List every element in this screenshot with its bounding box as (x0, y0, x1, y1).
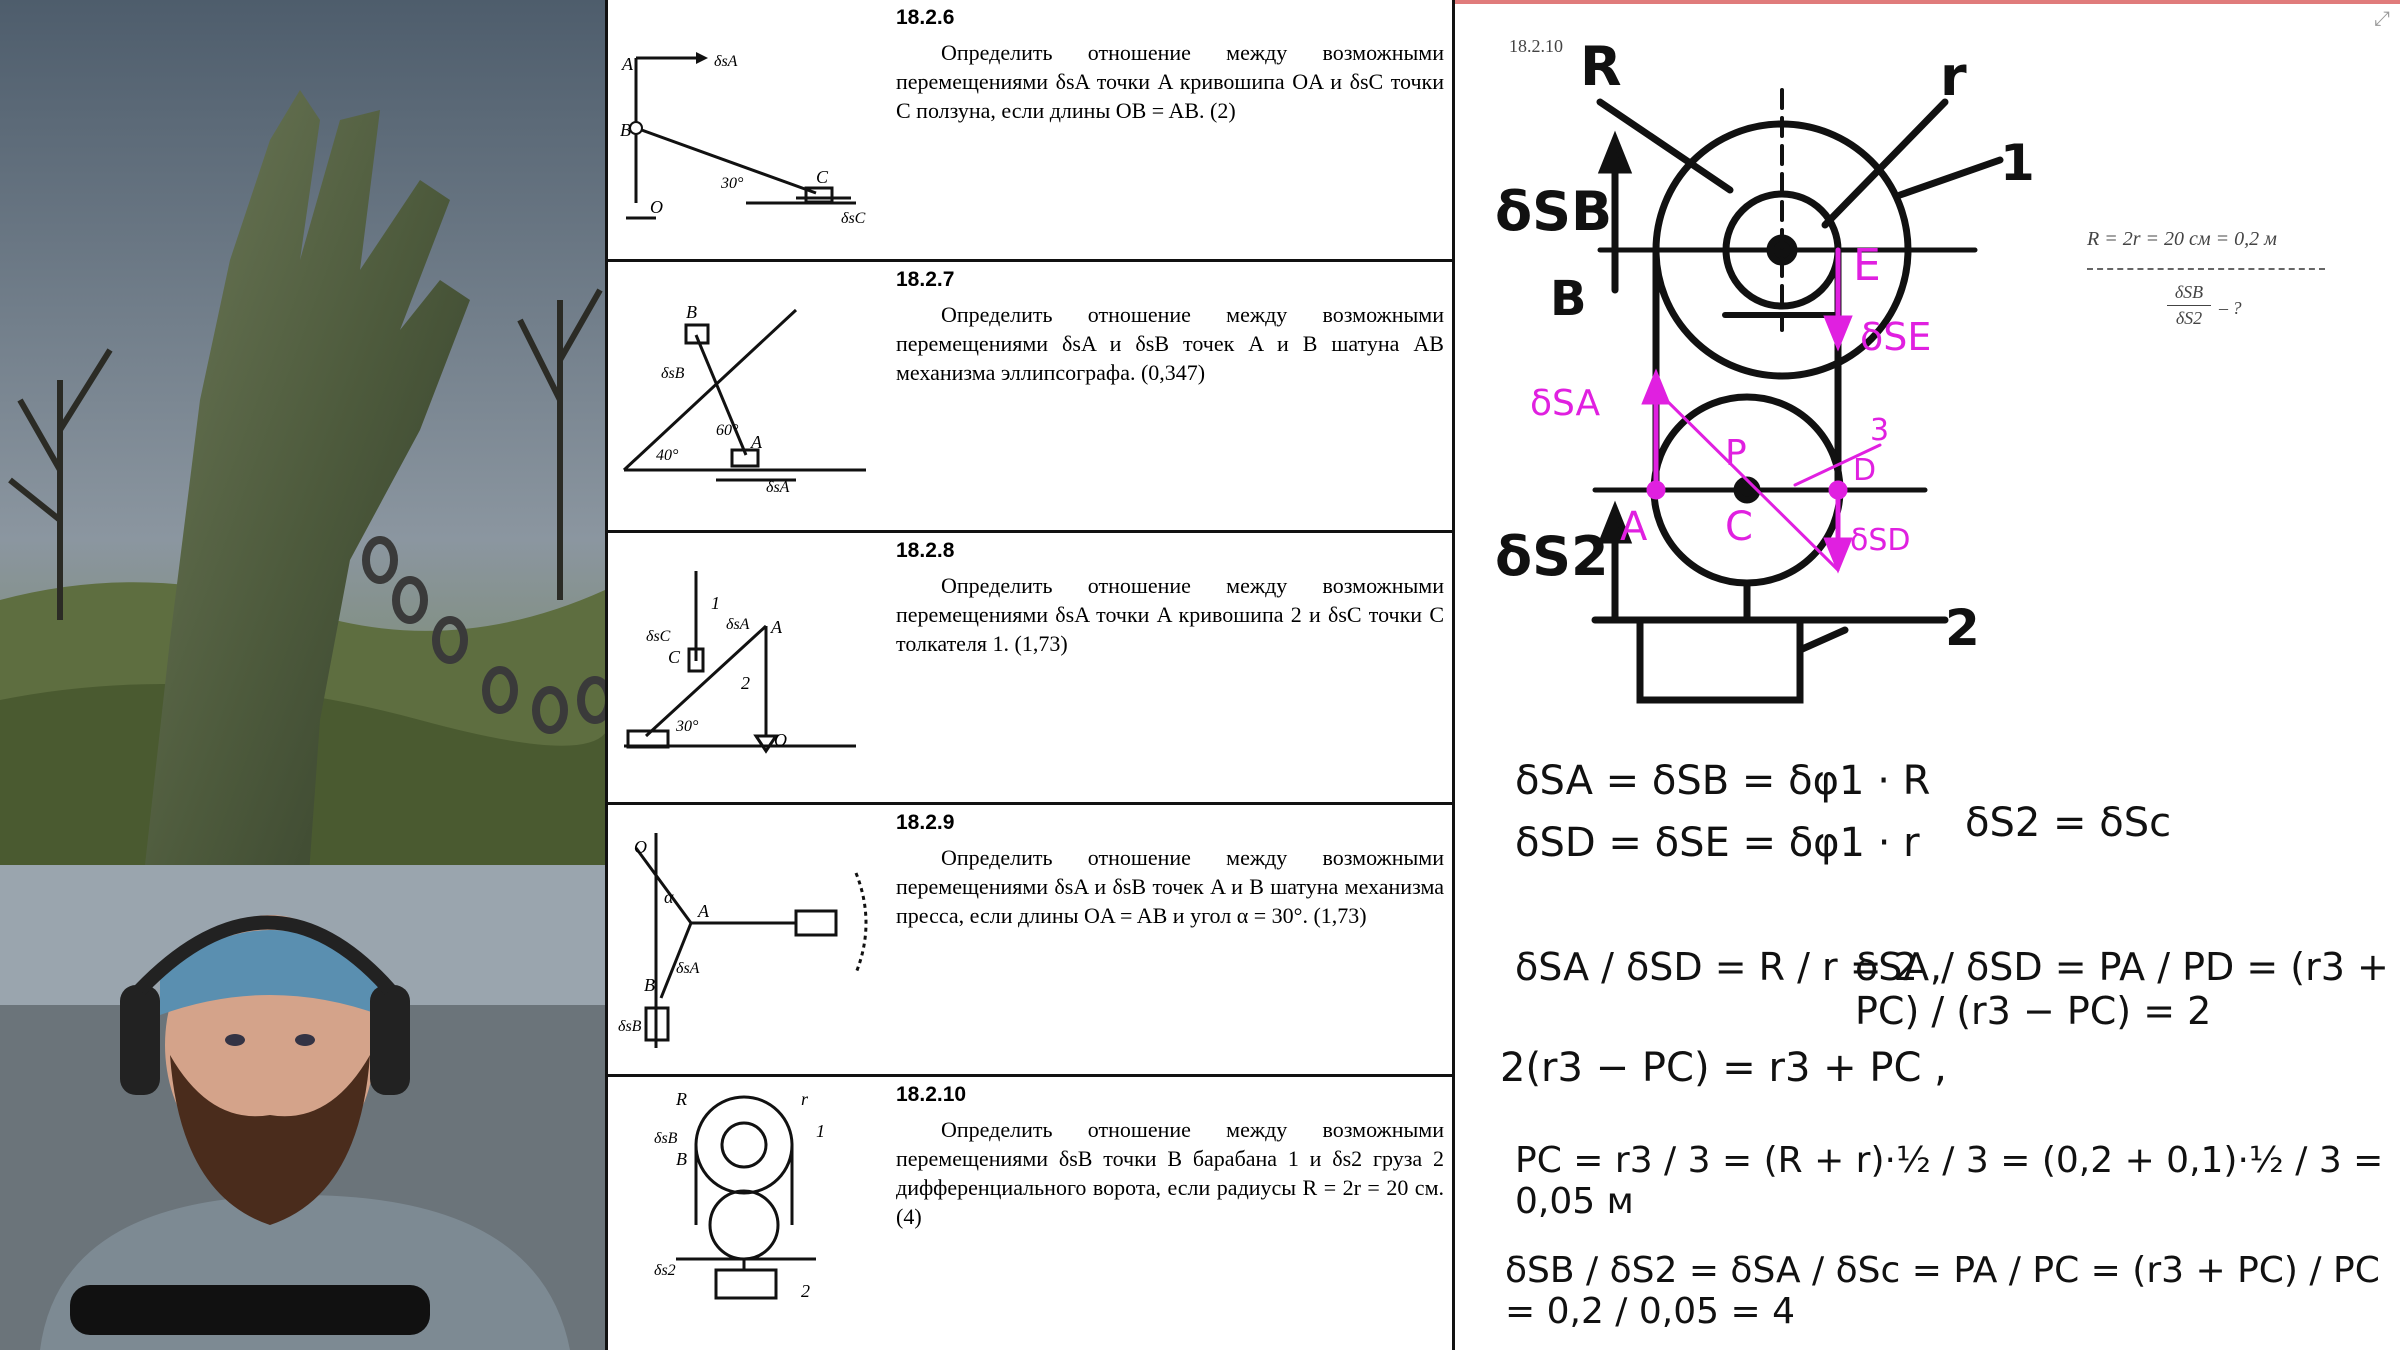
expand-icon[interactable]: ⤢ (2374, 8, 2390, 30)
label-one: 1 (711, 593, 720, 613)
label-b: B (676, 1149, 687, 1169)
board-diagram (1495, 30, 2055, 740)
background-artwork (0, 0, 605, 1350)
label-b: B (620, 120, 631, 140)
problem-18-2-10 (608, 1077, 1452, 1350)
presenter-portrait (0, 865, 605, 1350)
webcam-overlay (0, 865, 605, 1350)
label-b: B (686, 302, 697, 322)
label-ds-c: δsC (841, 210, 866, 227)
equation-4-right: δSA / δSD = PA / PD = (r3 + PC) / (r3 − PC) = 2 (1855, 945, 2389, 1033)
label-c: C (816, 167, 829, 187)
label-a: A (622, 54, 633, 74)
problem-text: Определить отношение между возможными перемещениями δsA точки A кривошипа OA и δsC точки C ползуна, если длины OB = AB. (2) (896, 40, 1444, 123)
equation-6: PC = r3 / 3 = (R + r)·½ / 3 = (0,2 + 0,1)·½ / 3 = 0,05 м (1515, 1140, 2384, 1222)
diagram-18-2-6 (616, 8, 886, 248)
label-b: B (644, 975, 655, 995)
label-r-big: R (676, 1089, 687, 1109)
label-ds-b: δsB (654, 1130, 678, 1147)
problem-18-2-9 (608, 805, 1452, 1077)
problem-text: Определить отношение между возможными перемещениями δsA точки A кривошипа 2 и δsC точки C толкателя 1. (1,73) (896, 573, 1444, 656)
diag-label-D: D (1853, 453, 1877, 488)
label-ds-a: δsA (726, 616, 750, 633)
diag-label-ds2: δS2 (1495, 525, 1609, 588)
diag-label-dsE: δSE (1860, 315, 1932, 359)
label-ds-2: δs2 (654, 1262, 676, 1279)
equation-7: δSB / δS2 = δSA / δSc = PA / PC = (r3 + PC) / PC = 0,2 / 0,05 = 4 (1505, 1250, 2380, 1332)
label-two: 2 (741, 673, 750, 693)
diag-label-A: A (1620, 504, 1648, 550)
label-ds-b: δsB (618, 1018, 642, 1035)
equation-2: δSD = δSE = δφ1 · r (1515, 820, 1920, 866)
diag-label-dsD: δSD (1850, 523, 1911, 558)
diag-label-R: R (1580, 35, 1622, 98)
problem-text: Определить отношение между возможными перемещениями δsA и δsB точек A и B шатуна механизма пресса, если длины OA = AB и угол α = 30°. (1,73) (896, 845, 1444, 928)
diag-label-r: r (1940, 45, 1967, 108)
problem-text: Определить отношение между возможными перемещениями δsB точки B барабана 1 и δs2 груза 2 дифференциального ворота, если радиусы R = 2r = 20 см. (4) (896, 1117, 1444, 1229)
problem-number: 18.2.7 (896, 268, 955, 291)
diagram-18-2-8 (616, 541, 886, 791)
diag-label-3: 3 (1870, 413, 1890, 448)
diag-label-C: C (1725, 504, 1753, 550)
given-text: R = 2r = 20 см = 0,2 м (2087, 228, 2277, 250)
label-alpha: α (664, 887, 674, 907)
problem-text: Определить отношение между возможными перемещениями δsA и δsB точек A и B шатуна AB механизма эллипсографа. (0,347) (896, 302, 1444, 385)
equation-5: 2(r3 − PC) = r3 + PC , (1500, 1045, 1947, 1091)
board-problem-number: 18.2.10 (1509, 36, 1563, 56)
label-ds-b: δsB (661, 365, 685, 382)
find-bar (2167, 305, 2211, 306)
find-question: – ? (2219, 298, 2242, 318)
diag-label-2: 2 (1945, 599, 1980, 657)
problem-sheet (605, 0, 1455, 1350)
problem-number: 18.2.10 (896, 1083, 967, 1106)
label-o: O (774, 730, 787, 750)
problem-18-2-6 (608, 0, 1452, 262)
equation-3: δS2 = δSc (1965, 800, 2172, 846)
label-angle-40: 40° (656, 447, 679, 464)
label-a: A (698, 901, 709, 921)
find-numerator: δSB (2174, 282, 2204, 302)
label-o: O (650, 197, 663, 217)
board-top-bar (1455, 0, 2400, 4)
label-o: O (634, 837, 647, 857)
label-one: 1 (816, 1121, 825, 1141)
label-ds-a: δsA (714, 53, 738, 70)
diagram-18-2-10 (616, 1085, 886, 1335)
problem-number: 18.2.6 (896, 6, 955, 29)
diag-label-1: 1 (2000, 134, 2035, 192)
label-angle: 30° (721, 175, 744, 192)
problem-number: 18.2.9 (896, 811, 955, 834)
equation-4-left: δSA / δSD = R / r = 2 , (1515, 945, 1942, 989)
diag-label-B: B (1550, 271, 1587, 327)
label-two: 2 (801, 1281, 810, 1301)
given-separator (2087, 268, 2325, 270)
find-fraction (2167, 282, 2211, 329)
diag-label-P: P (1725, 433, 1747, 474)
find-denominator: δS2 (2175, 308, 2203, 328)
whiteboard (1455, 0, 2400, 1350)
label-c: C (668, 647, 681, 667)
label-a: A (751, 432, 762, 452)
label-angle: 30° (676, 718, 699, 735)
diagram-18-2-7 (616, 270, 886, 520)
label-angle-60: 60° (716, 422, 739, 439)
problem-18-2-7 (608, 262, 1452, 533)
diag-label-dsB: δSB (1495, 180, 1613, 243)
diag-label-dsA: δSA (1530, 383, 1601, 424)
label-a: A (771, 617, 782, 637)
label-ds-a: δsA (766, 479, 790, 496)
problem-18-2-8 (608, 533, 1452, 805)
label-ds-a: δsA (676, 960, 700, 977)
problem-number: 18.2.8 (896, 539, 955, 562)
equation-1: δSA = δSB = δφ1 · R (1515, 758, 1931, 804)
label-ds-c: δsC (646, 628, 671, 645)
diag-label-E: E (1853, 240, 1881, 291)
diagram-18-2-9 (616, 813, 886, 1063)
label-r-small: r (801, 1089, 809, 1109)
